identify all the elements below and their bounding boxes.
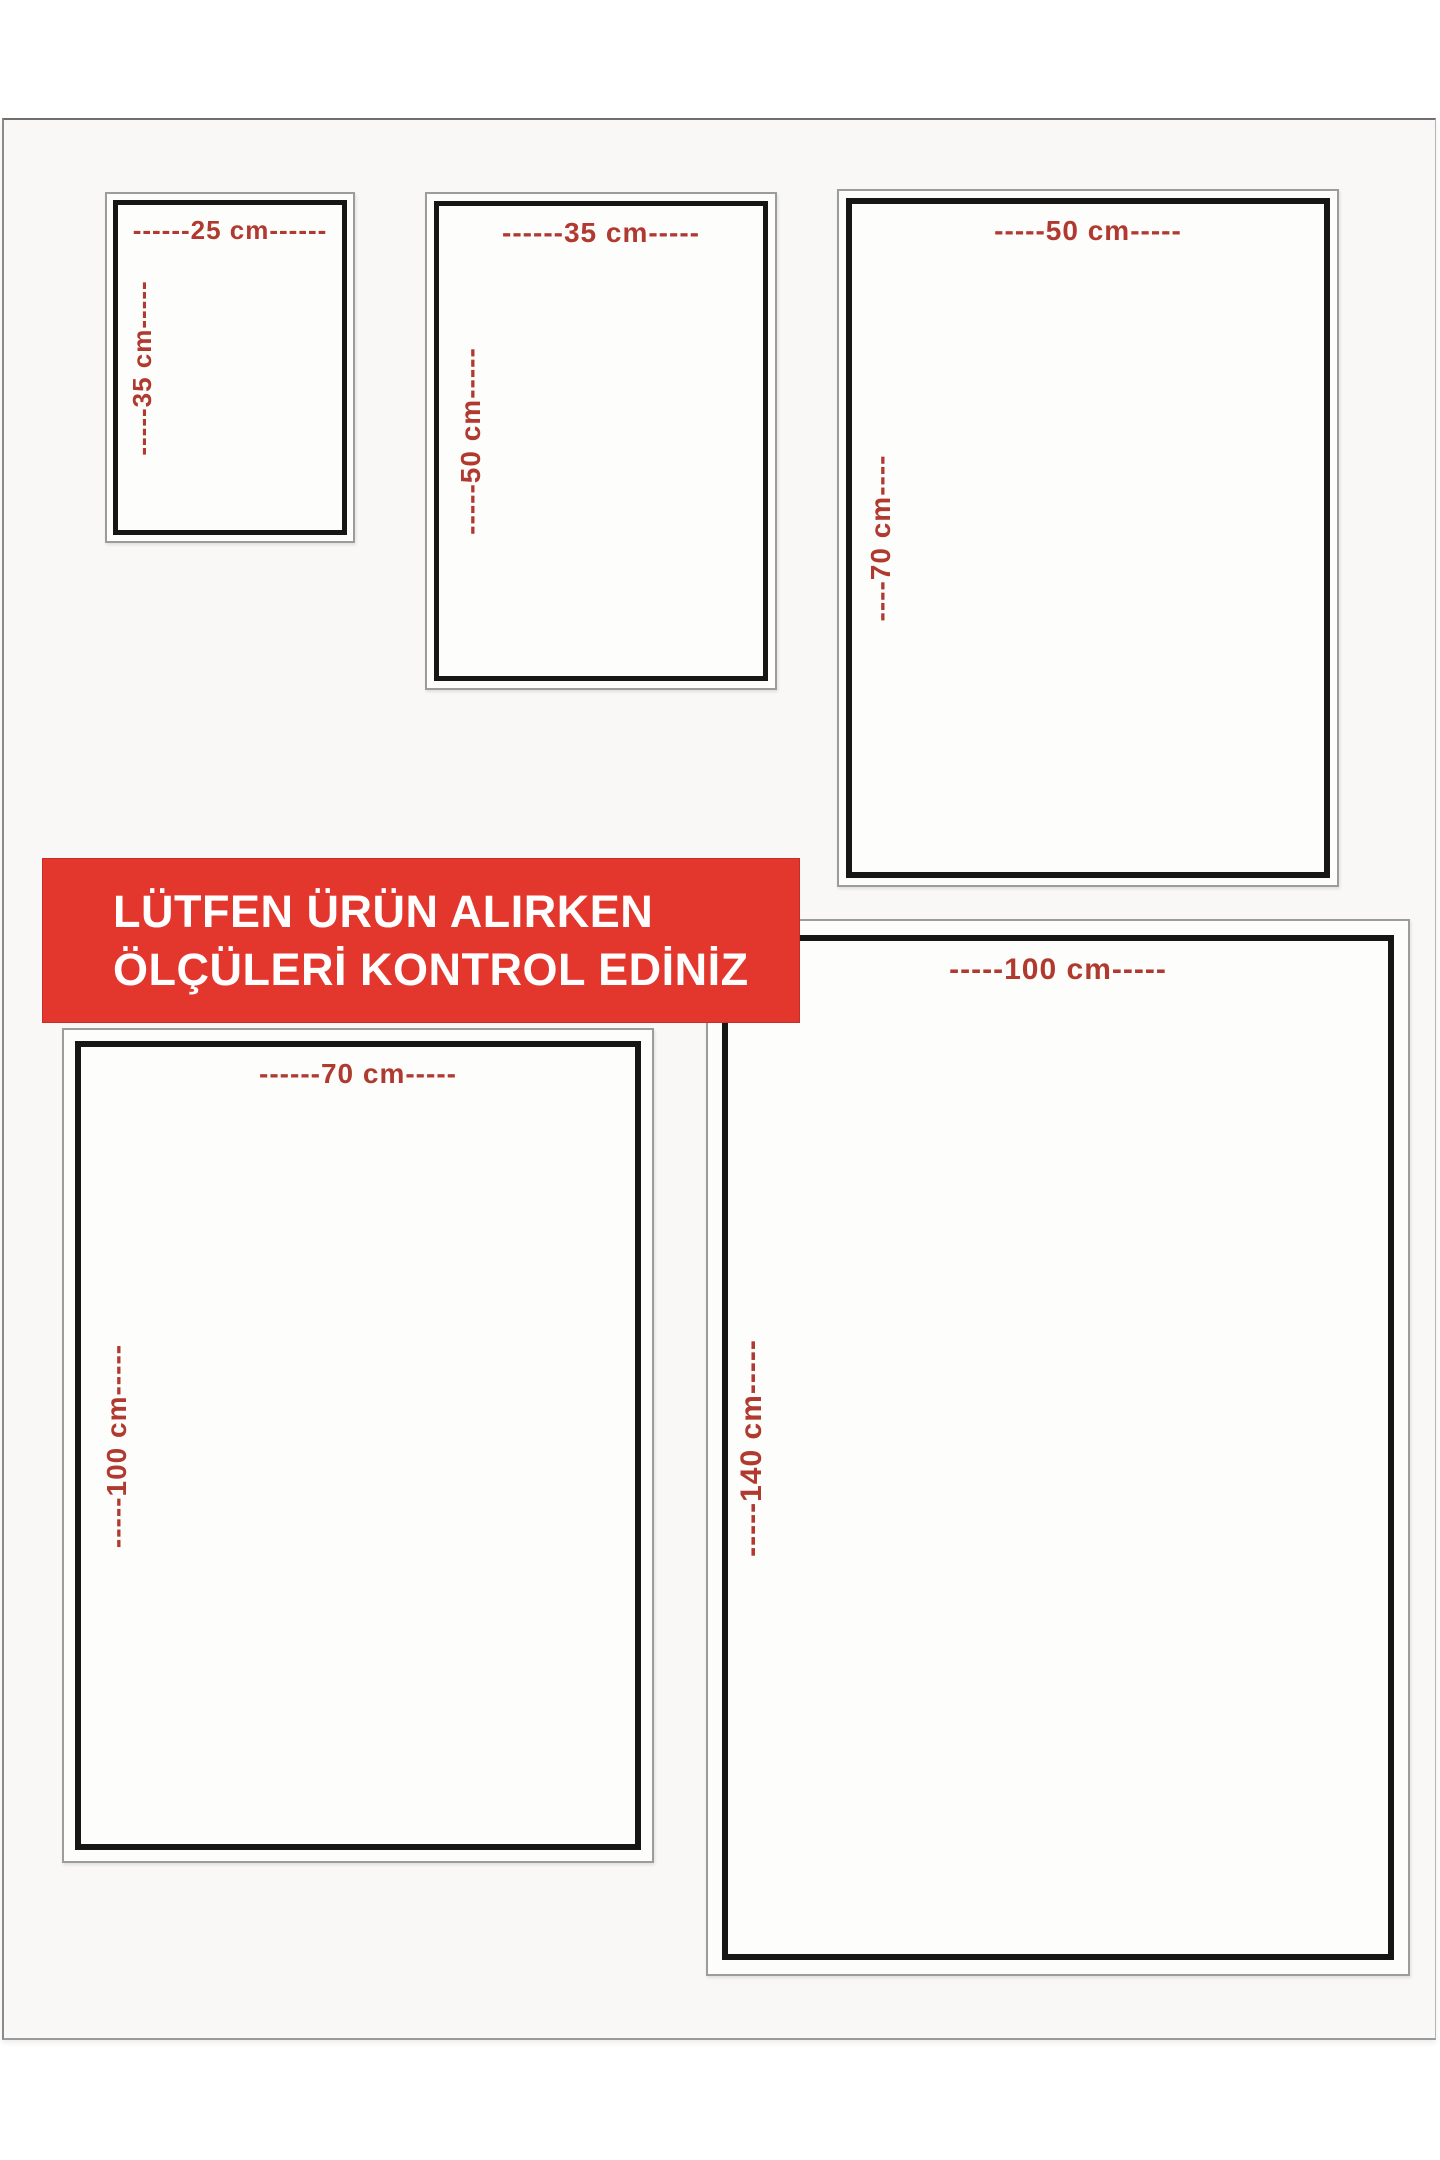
size-box-inner-frame [75, 1041, 641, 1850]
width-dimension-label: ------35 cm----- [502, 217, 700, 248]
height-dimension-label: -----100 cm----- [101, 1343, 132, 1548]
warning-text-line2: ÖLÇÜLERİ KONTROL EDİNİZ [113, 943, 749, 995]
width-dimension-label: ------25 cm------ [132, 215, 328, 245]
size-box-25x35 [105, 192, 355, 543]
width-dimension-label: ------70 cm----- [259, 1058, 457, 1089]
size-box-inner-frame [846, 198, 1330, 878]
size-box-inner-frame [722, 935, 1394, 1960]
warning-banner [42, 858, 800, 1023]
size-box-inner-frame [434, 201, 768, 681]
size-box-50x70 [837, 189, 1339, 887]
size-box-35x50 [425, 192, 777, 690]
size-box-100x140 [706, 919, 1410, 1976]
height-dimension-label: -----140 cm----- [735, 1338, 768, 1557]
warning-text-line1: LÜTFEN ÜRÜN ALIRKEN [113, 886, 654, 938]
height-dimension-label: -----35 cm----- [127, 279, 157, 456]
width-dimension-label: -----50 cm----- [994, 215, 1182, 246]
height-dimension-label: ----70 cm---- [865, 454, 896, 622]
size-box-inner-frame [113, 200, 347, 535]
page-background [2, 118, 1436, 2040]
size-box-70x100 [62, 1028, 654, 1863]
width-dimension-label: -----100 cm----- [949, 953, 1167, 986]
height-dimension-label: -----50 cm----- [455, 347, 486, 535]
